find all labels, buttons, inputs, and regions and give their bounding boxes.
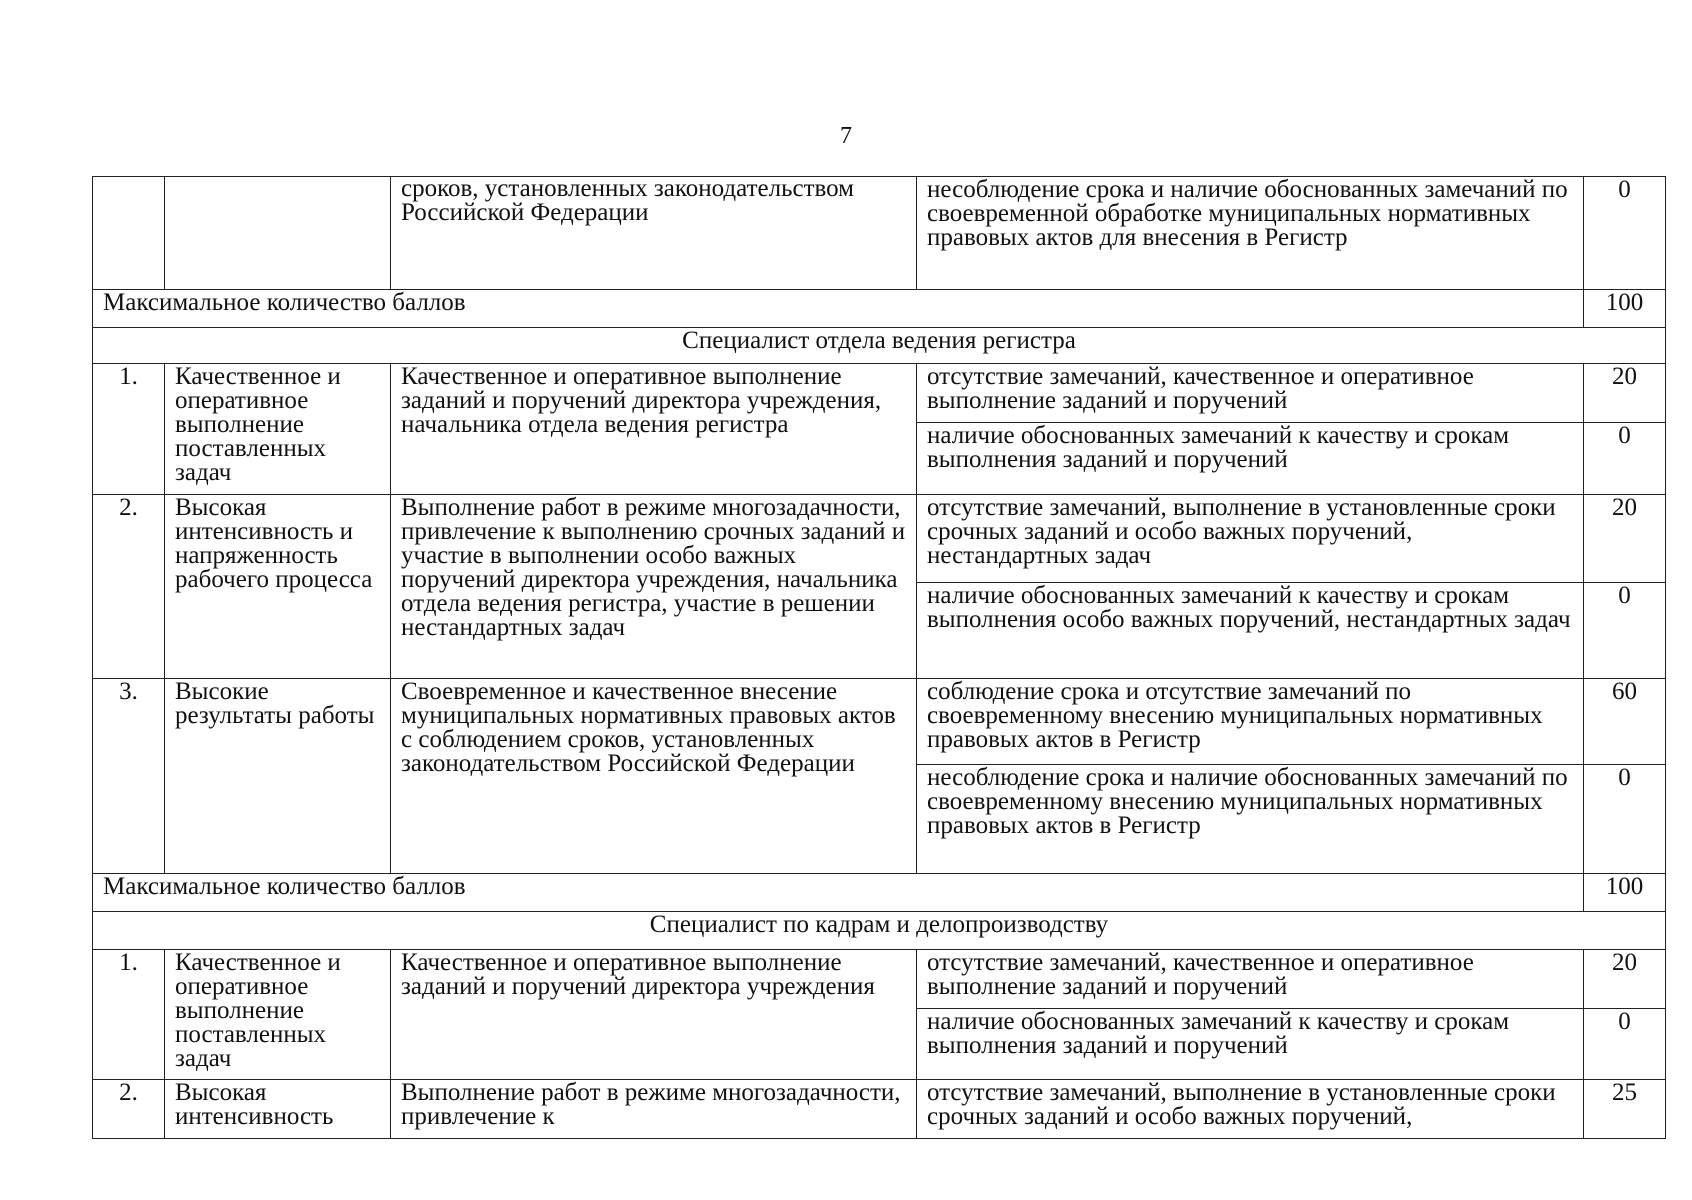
criterion-name: Высокая интенсивность (165, 1080, 391, 1139)
score-cell: 20 (1584, 364, 1666, 423)
criterion-name: Качественное и оперативное выполнение поставленных задач (165, 950, 391, 1080)
score-cell: 25 (1584, 1080, 1666, 1139)
indicator-cell: Выполнение работ в режиме многозадачности, привлечение к (391, 1080, 917, 1139)
indicator-cell: Качественное и оперативное выполнение заданий и поручений директора учреждения (391, 950, 917, 1080)
score-cell: 0 (1584, 583, 1666, 679)
indicator-cell: Своевременное и качественное внесение муниципальных нормативных правовых актов с соблюдением сроков, установленных законодательством Российской Федерации (391, 679, 917, 874)
score-cell: 20 (1584, 495, 1666, 583)
criterion-name: Высокая интенсивность и напряженность рабочего процесса (165, 495, 391, 679)
condition-cell: несоблюдение срока и наличие обоснованных замечаний по своевременной обработке муниципальных нормативных правовых актов для внесения в Регистр (917, 177, 1584, 290)
page-number: 7 (840, 123, 852, 149)
max-score-value: 100 (1584, 290, 1666, 328)
section-header-row (93, 912, 1666, 950)
criterion-number: 1. (93, 364, 165, 495)
score-cell: 0 (1584, 177, 1666, 290)
max-score-value: 100 (1584, 874, 1666, 912)
criteria-table (92, 176, 1666, 1139)
criterion-number-cell (93, 177, 165, 290)
table-row (93, 1080, 1666, 1139)
condition-cell: отсутствие замечаний, качественное и оперативное выполнение заданий и поручений (917, 950, 1584, 1009)
criterion-name: Высокие результаты работы (165, 679, 391, 874)
criterion-name-cell (165, 177, 391, 290)
criterion-number: 2. (93, 1080, 165, 1139)
criterion-name: Качественное и оперативное выполнение поставленных задач (165, 364, 391, 495)
condition-cell: наличие обоснованных замечаний к качеству и срокам выполнения особо важных поручений, нестандартных задач (917, 583, 1584, 679)
score-cell: 0 (1584, 1009, 1666, 1080)
max-score-label: Максимальное количество баллов (93, 874, 1584, 912)
condition-cell: отсутствие замечаний, выполнение в установленные сроки срочных заданий и особо важных поручений, (917, 1080, 1584, 1139)
indicator-cell: Качественное и оперативное выполнение заданий и поручений директора учреждения, начальника отдела ведения регистра (391, 364, 917, 495)
score-cell: 0 (1584, 765, 1666, 874)
criterion-number: 1. (93, 950, 165, 1080)
indicator-cell: сроков, установленных законодательством Российской Федерации (391, 177, 917, 290)
condition-cell: наличие обоснованных замечаний к качеству и срокам выполнения заданий и поручений (917, 1009, 1584, 1080)
score-cell: 0 (1584, 423, 1666, 495)
condition-cell: соблюдение срока и отсутствие замечаний по своевременному внесению муниципальных нормативных правовых актов в Регистр (917, 679, 1584, 765)
table-row (93, 950, 1666, 1009)
max-score-row (93, 290, 1666, 328)
table-row (93, 495, 1666, 583)
condition-cell: отсутствие замечаний, качественное и оперативное выполнение заданий и поручений (917, 364, 1584, 423)
table-row (93, 177, 1666, 290)
section-title: Специалист по кадрам и делопроизводству (93, 912, 1666, 950)
criterion-number: 2. (93, 495, 165, 679)
max-score-row (93, 874, 1666, 912)
score-cell: 60 (1584, 679, 1666, 765)
score-cell: 20 (1584, 950, 1666, 1009)
condition-cell: несоблюдение срока и наличие обоснованных замечаний по своевременному внесению муниципальных нормативных правовых актов в Регистр (917, 765, 1584, 874)
criterion-number: 3. (93, 679, 165, 874)
section-header-row (93, 328, 1666, 364)
condition-cell: отсутствие замечаний, выполнение в установленные сроки срочных заданий и особо важных поручений, нестандартных задач (917, 495, 1584, 583)
condition-cell: наличие обоснованных замечаний к качеству и срокам выполнения заданий и поручений (917, 423, 1584, 495)
max-score-label: Максимальное количество баллов (93, 290, 1584, 328)
section-title: Специалист отдела ведения регистра (93, 328, 1666, 364)
table-row (93, 679, 1666, 765)
indicator-cell: Выполнение работ в режиме многозадачности, привлечение к выполнению срочных заданий и участие в выполнении особо важных поручений директора учреждения, начальника отдела ведения регистра, участие в решении нестандартных задач (391, 495, 917, 679)
table-row (93, 364, 1666, 423)
